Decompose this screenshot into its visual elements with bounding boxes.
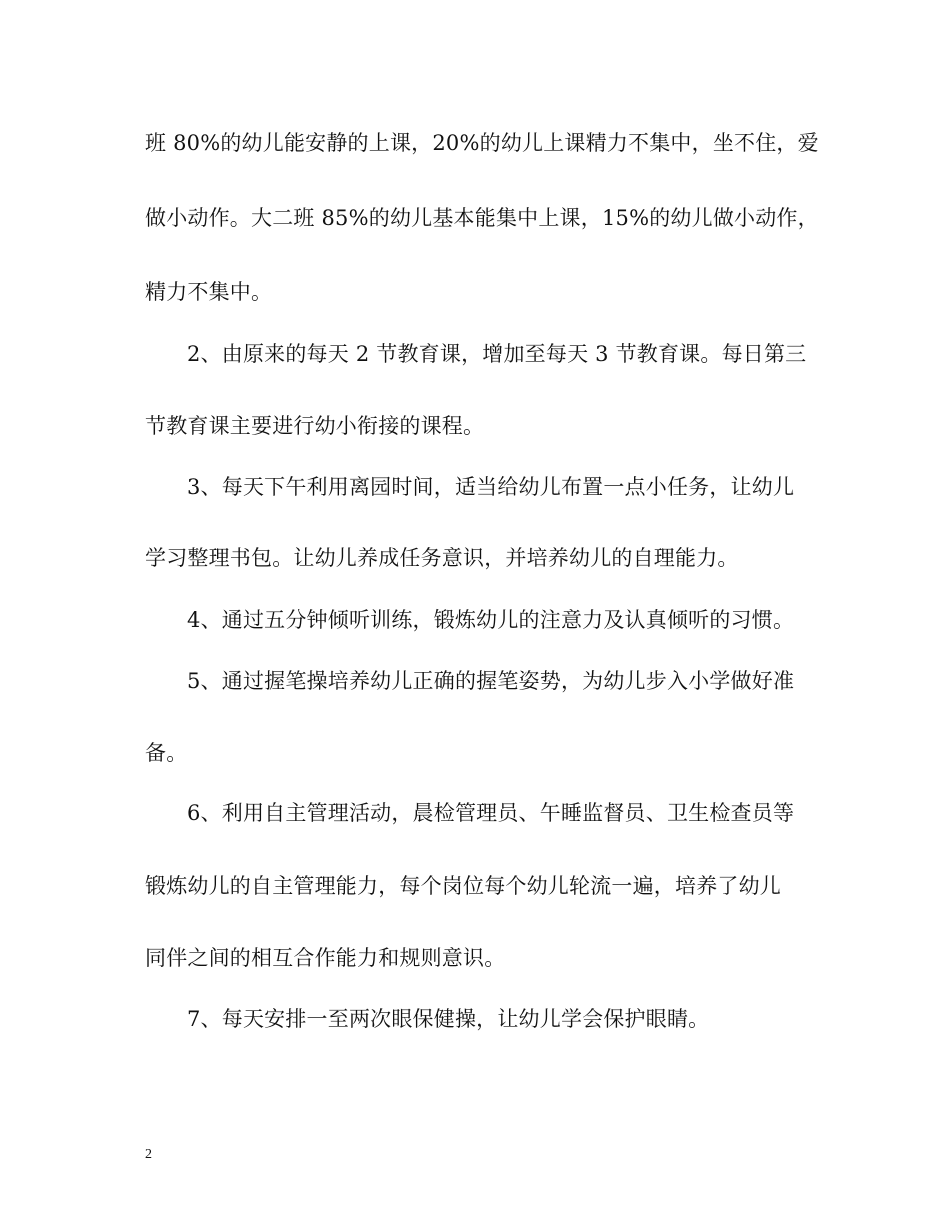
text-line: 做小动作。大二班 85%的幼儿基本能集中上课，15%的幼儿做小动作，: [145, 206, 819, 230]
paragraph-6-line: 6、利用自主管理活动，晨检管理员、午睡监督员、卫生检查员等: [187, 801, 795, 825]
page-number: 2: [145, 1147, 152, 1162]
text-line: 学习整理书包。让幼儿养成任务意识，并培养幼儿的自理能力。: [145, 546, 739, 570]
text-line: 精力不集中。: [145, 280, 273, 304]
paragraph-3-line: 3、每天下午利用离园时间，适当给幼儿布置一点小任务，让幼儿: [187, 475, 795, 499]
text-line: 备。: [145, 741, 188, 765]
paragraph-2-line: 2、由原来的每天 2 节教育课，增加至每天 3 节教育课。每日第三: [187, 342, 807, 366]
text-line: 同伴之间的相互合作能力和规则意识。: [145, 946, 506, 970]
paragraph-7-line: 7、每天安排一至两次眼保健操，让幼儿学会保护眼睛。: [187, 1007, 710, 1031]
text-line: 节教育课主要进行幼小衔接的课程。: [145, 414, 485, 438]
paragraph-5-line: 5、通过握笔操培养幼儿正确的握笔姿势，为幼儿步入小学做好准: [187, 669, 795, 693]
paragraph-4-line: 4、通过五分钟倾听训练，锻炼幼儿的注意力及认真倾听的习惯。: [187, 608, 795, 632]
text-line: 锻炼幼儿的自主管理能力，每个岗位每个幼儿轮流一遍，培养了幼儿: [145, 874, 781, 898]
text-line: 班 80%的幼儿能安静的上课，20%的幼儿上课精力不集中，坐不住，爱: [145, 131, 819, 155]
